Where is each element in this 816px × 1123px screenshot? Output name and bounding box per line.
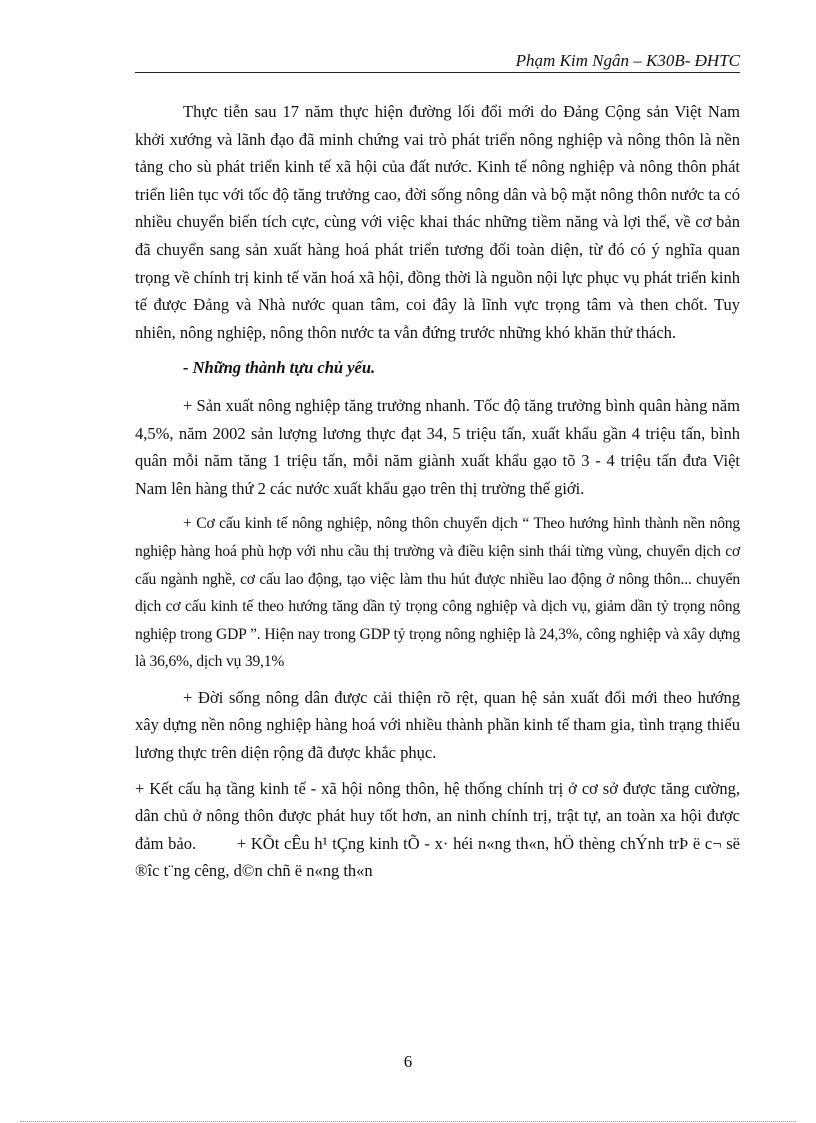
- section-heading: - Những thành tựu chủ yếu.: [183, 358, 376, 378]
- paragraph-achievement-1: + Sản xuất nông nghiệp tăng trưởng nhanh. Tốc độ tăng trưởng bình quân hàng năm 4,5%, năm 2002 sản lượng lương thực đạt 34, 5 triệu tấn, xuất khẩu gần 4 triệu tấn, bình quân mỗi năm tăng 1 triệu tấn, mỗi năm giành xuất khẩu gạo tõ 3 - 4 triệu tấn đưa Việt Nam lên hàng thứ 2 các nước xuất khẩu gạo trên thị trường thế giới.: [135, 395, 740, 498]
- achievement-4-garbled-text: + KÕt cÊu h¹ tÇng kinh tÕ - x· héi n«ng th«n, hÖ thèng chÝnh trÞ ë c¬ së ®îc t¨ng cêng, d©n chñ ë n«ng th«n: [135, 833, 741, 881]
- paragraph-achievement-3: + Đời sống nông dân được cải thiện rõ rệt, quan hệ sản xuất đổi mới theo hướng xây dựng nền nông nghiệp hàng hoá với nhiều thành phần kinh tế tham gia, tình trạng thiếu lương thực trên diện rộng đã được khắc phục.: [135, 687, 740, 763]
- paragraph-intro: Thực tiễn sau 17 năm thực hiện đường lối đổi mới do Đảng Cộng sản Việt Nam khởi xướng và lãnh đạo đã minh chứng vai trò phát triển nông nghiệp và nông thôn là nền tảng cho sù phát triển kinh tế xã hội của đất nước. Kinh tế nông nghiệp và nông thôn phát triển liên tục với tốc độ tăng trưởng cao, đời sống nông dân và bộ mặt nông thôn nước ta có nhiều chuyển biến tích cực, cùng với việc khai thác những tiềm năng và lợi thế, về cơ bản đã chuyển sang sản xuất hàng hoá phát triển tương đối toàn diện, từ đó có ý nghĩa quan trọng về chính trị kinh tế văn hoá xã hội, đồng thời là nguồn nội lực phục vụ phát triển kinh tế được Đảng và Nhà nước quan tâm, coi đây là lĩnh vực trọng tâm và then chốt. Tuy nhiên, nông nghiệp, nông thôn nước ta vẫn đứng trước những khó khăn thử thách.: [135, 102, 740, 342]
- page-bottom-border: [20, 1121, 796, 1122]
- page-number: 6: [403, 1052, 413, 1071]
- paragraph-achievement-4: [135, 775, 740, 885]
- header-divider: [135, 72, 740, 73]
- paragraph-achievement-2: + Cơ cấu kinh tế nông nghiệp, nông thôn chuyển dịch “ Theo hướng hình thành nền nông nghiệp hàng hoá phù hợp với nhu cầu thị trường và điều kiện sinh thái từng vùng, chuyển dịch cơ cấu ngành nghề, cơ cấu lao động, tạo việc làm thu hút được nhiều lao động ở nông thôn... chuyển dịch cơ cấu kinh tế theo hướng tăng dần tỷ trọng công nghiệp và dịch vụ, giảm dần tỷ trọng nông nghiệp trong GDP ”. Hiện nay trong GDP tỷ trọng nông nghiệp là 24,3%, công nghiệp và xây dựng là 36,6%, dịch vụ 39,1%: [135, 515, 740, 671]
- running-header: Phạm Kim Ngân – K30B- ĐHTC: [515, 51, 740, 70]
- achievement-4-text: + Kết cấu hạ tầng kinh tế - xã hội nông thôn, hệ thống chính trị ở cơ sở được tăng cường, dân chủ ở nông thôn được phát huy tốt hơn, an ninh chính trị, trật tự, an toàn xa hội được đảm bảo.: [135, 778, 740, 853]
- page-body: [135, 98, 740, 893]
